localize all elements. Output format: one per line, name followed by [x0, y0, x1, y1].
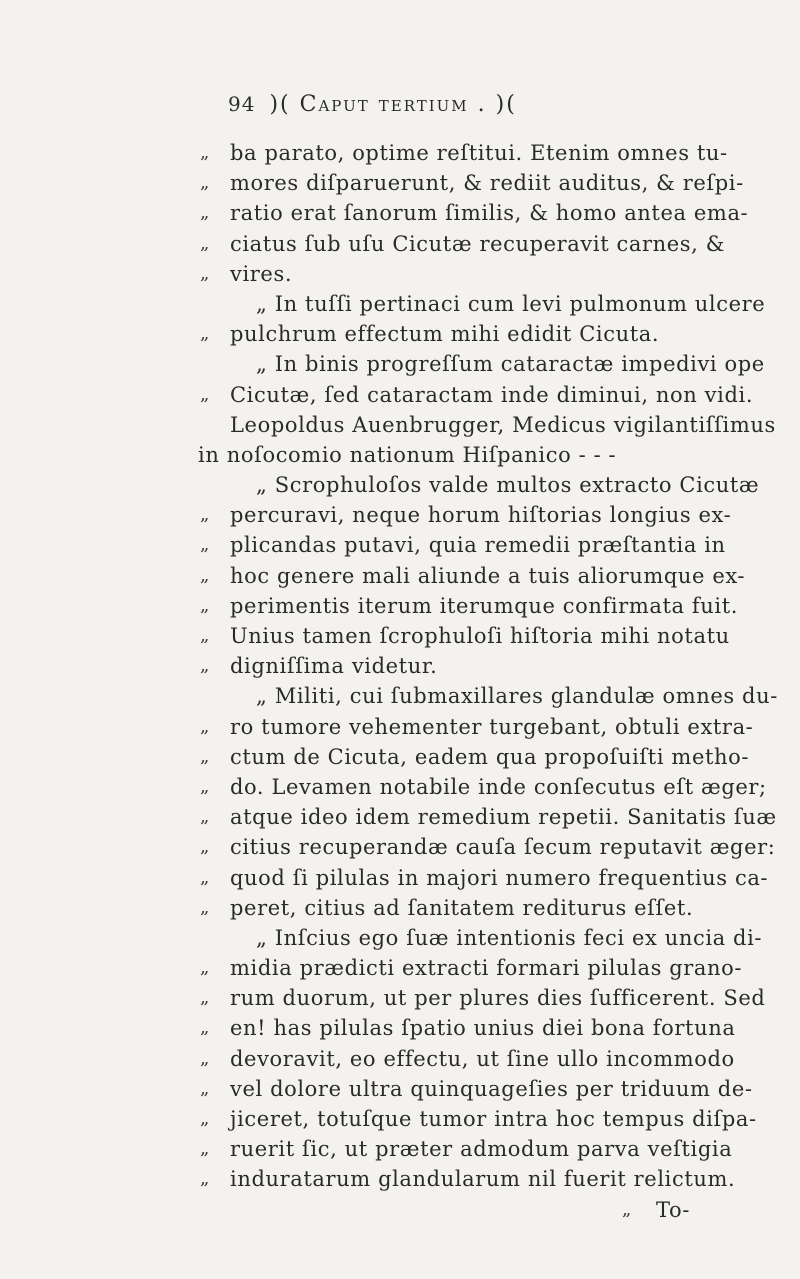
text-line: [200, 983, 770, 1013]
quote-mark: „: [200, 564, 210, 586]
text-line: [200, 953, 770, 983]
line-text: rum duorum, ut per plures dies ſufficerent. Sed: [230, 986, 766, 1011]
text-line: [230, 410, 776, 440]
quote-mark: „: [200, 534, 210, 556]
text-line: [200, 893, 770, 923]
text-line: [230, 470, 770, 500]
text-line: [200, 168, 770, 198]
quote-mark: „: [200, 957, 210, 979]
text-line: [200, 1134, 770, 1164]
quote-mark: „: [200, 836, 210, 858]
page-number: 94: [228, 92, 256, 116]
running-title: )( Caput tertium . )(: [269, 92, 517, 117]
quote-mark: „: [200, 987, 210, 1009]
quote-mark: „: [200, 262, 210, 284]
text-line: [230, 923, 770, 953]
line-text: hoc genere mali aliunde a tuis aliorumque ex-: [230, 563, 746, 588]
quote-mark: „: [200, 594, 210, 616]
quote-mark: „: [200, 655, 210, 677]
quote-mark: „: [200, 866, 210, 888]
line-text: pulchrum effectum mihi edidit Cicuta.: [230, 322, 660, 347]
quote-mark: „: [200, 1017, 210, 1039]
line-text: digniſſima videtur.: [230, 654, 438, 679]
text-line: [200, 1104, 770, 1134]
line-text: devoravit, eo effectu, ut ſine ullo incommodo: [230, 1046, 735, 1071]
text-line: [230, 681, 778, 711]
line-text: ruerit ſic, ut præter admodum parva veſtigia: [230, 1137, 733, 1162]
line-text: ctum de Cicuta, eadem qua propoſuiſti metho-: [230, 744, 750, 769]
text-line: [200, 229, 770, 259]
text-line: [200, 138, 770, 168]
quote-mark: „: [200, 202, 210, 224]
text-line: [200, 863, 770, 893]
line-text: ba parato, optime reſtitui. Etenim omnes tu-: [230, 141, 728, 165]
text-line: [200, 500, 770, 530]
line-text: midia prædicti extracti formari pilulas grano-: [230, 956, 743, 981]
text-line: [200, 198, 770, 228]
line-text: plicandas putavi, quia remedii præſtantia in: [230, 533, 726, 558]
line-text: percuravi, neque horum hiſtorias longius ex-: [230, 503, 732, 528]
text-line: [230, 349, 770, 379]
line-text: „ In tuſſi pertinaci cum levi pulmonum ulcere: [256, 291, 766, 316]
text-line: [200, 772, 770, 802]
line-text: en! has pilulas ſpatio unius diei bona fortuna: [230, 1016, 736, 1041]
line-text: ratio erat ſanorum ſimilis, & homo antea ema-: [230, 201, 749, 226]
quote-mark: „: [200, 504, 210, 526]
line-text: „ Scrophuloſos valde multos extracto Cicutæ: [256, 473, 760, 498]
line-text: vires.: [230, 261, 293, 286]
text-line: [230, 289, 770, 319]
line-text: ro tumore vehementer turgebant, obtuli extra-: [230, 714, 754, 739]
quote-mark: „: [200, 383, 210, 405]
line-text: „ Inſcius ego ſuæ intentionis feci ex uncia di-: [256, 925, 763, 950]
quote-mark: „: [200, 1047, 210, 1069]
text-line: [200, 259, 770, 289]
quote-mark: „: [200, 806, 210, 828]
quote-mark: „: [200, 142, 210, 163]
line-text: jiceret, totuſque tumor intra hoc tempus diſpa-: [230, 1107, 757, 1131]
quote-mark: „: [200, 232, 210, 254]
quote-mark: „: [200, 1168, 210, 1190]
line-text: vel dolore ultra quinquageſies per triduum de-: [230, 1076, 753, 1101]
quote-mark: „: [200, 896, 210, 918]
line-text: „ In binis progreſſum cataractæ impedivi ope: [256, 352, 765, 377]
text-line: [200, 561, 770, 591]
running-header: [228, 92, 748, 136]
text-line: [200, 832, 776, 862]
quote-mark: „: [200, 745, 210, 767]
quote-mark: „: [200, 1108, 210, 1129]
quote-mark: „: [200, 715, 210, 737]
line-text: peret, citius ad ſanitatem rediturus eſſet.: [230, 895, 694, 920]
text-line: [200, 1074, 770, 1104]
text-line: [200, 591, 770, 621]
line-text: Unius tamen ſcrophuloſi hiſtoria mihi notatu: [230, 624, 730, 648]
quote-mark: „: [200, 625, 210, 646]
quote-mark: „: [200, 775, 210, 797]
line-text: in noſocomio nationum Hiſpanico - - -: [198, 442, 617, 467]
quote-mark: „: [200, 1077, 210, 1099]
line-text: „ Militi, cui ſubmaxillares glandulæ omnes du-: [256, 684, 778, 709]
quote-mark: „: [200, 323, 210, 345]
text-line: [200, 802, 777, 832]
line-text: mores diſparuerunt, & rediit auditus, & reſpi-: [230, 171, 744, 196]
line-text: Cicutæ, ſed cataractam inde diminui, non vidi.: [230, 382, 754, 407]
text-body: [198, 138, 778, 1225]
text-line: [200, 651, 770, 681]
quote-mark: „: [200, 1138, 210, 1160]
text-line: [200, 319, 770, 349]
line-text: quod ſi pilulas in majori numero frequentius ca-: [230, 865, 769, 890]
catchword: [230, 1195, 770, 1225]
line-text: citius recuperandæ cauſa ſecum reputavit æger:: [230, 835, 776, 860]
line-text: perimentis iterum iterumque confirmata fuit.: [230, 593, 739, 618]
text-line: [200, 1164, 770, 1194]
line-text: ciatus ſub uſu Cicutæ recuperavit carnes, &: [230, 231, 726, 256]
line-text: Leopoldus Auenbrugger, Medicus vigilantiſſimus: [230, 412, 776, 437]
text-line: [200, 712, 770, 742]
text-line: [200, 380, 770, 410]
text-line: [200, 1013, 770, 1043]
text-line: [200, 530, 770, 560]
line-text: induratarum glandularum nil fuerit relictum.: [230, 1167, 736, 1192]
catchword-text: To-: [656, 1197, 690, 1222]
line-text: atque ideo idem remedium repetii. Sanitatis ſuæ: [230, 805, 777, 830]
quote-mark: „: [200, 172, 210, 194]
quote-mark: „: [622, 1198, 632, 1220]
text-line: [198, 440, 770, 470]
line-text: do. Levamen notabile inde conſecutus eſt æger;: [230, 774, 767, 799]
text-line: [200, 742, 770, 772]
text-line: [200, 621, 770, 651]
text-line: [200, 1044, 770, 1074]
